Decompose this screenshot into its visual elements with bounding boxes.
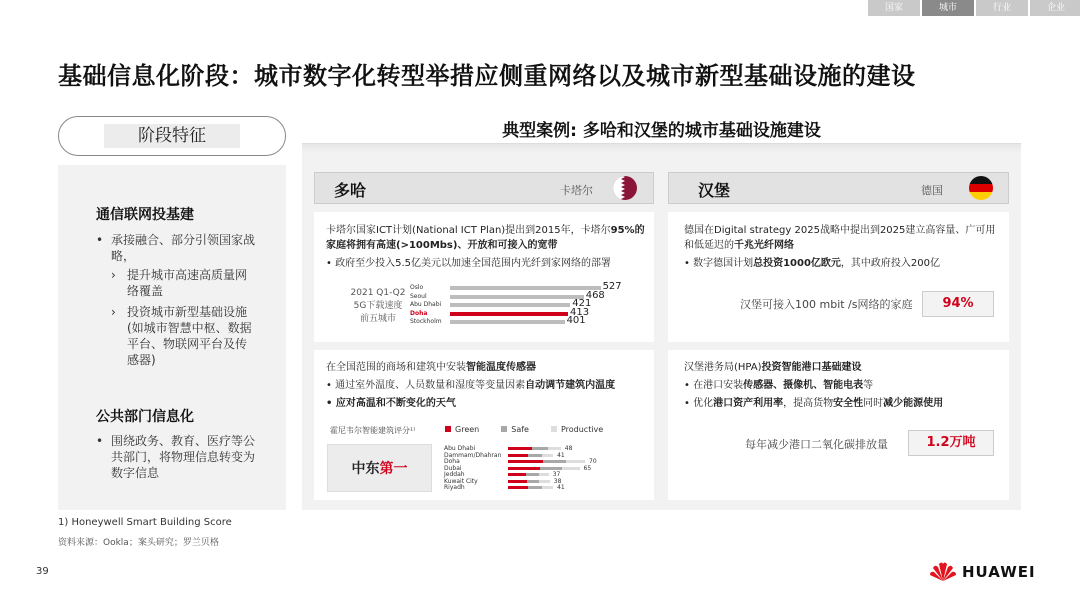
score-city-label: Riyadh (444, 484, 465, 491)
score-city-label: Jeddah (444, 471, 465, 478)
doha-p2-line1 (326, 360, 536, 375)
stage-pill-label: 阶段特征 (104, 124, 240, 148)
hamburg-b-c: ，其中政府投入200亿 (840, 258, 941, 269)
hamburg-p2-text: 汉堡港务局(HPA) (684, 362, 762, 373)
doha-p2-emph: 智能温度传感器 (466, 362, 536, 373)
score-bar-segment (508, 467, 540, 470)
bullet-arrow: › (111, 305, 116, 319)
score-bar-segment (508, 473, 526, 476)
speed-value: 413 (570, 306, 590, 318)
score-bar-segment (532, 447, 548, 450)
speed-chart (410, 281, 630, 334)
score-bar-segment (508, 480, 527, 483)
doha-p1-emph: 95%的 (610, 225, 645, 236)
score-city-label: Dammam/Dhahran (444, 451, 502, 459)
hamburg-p1-line2 (684, 238, 794, 253)
doha-p1-text: 卡塔尔国家ICT计划(National ICT Plan)提出到2015年，卡塔尔 (326, 225, 611, 236)
hamburg-p1-text: 和低延迟的 (684, 240, 734, 251)
speed-label-2: 5G下载速度 (353, 301, 403, 311)
speed-value: 421 (572, 298, 592, 309)
score-bar-segment (566, 460, 585, 463)
score-bar-segment (528, 454, 542, 457)
source-note: 资料来源：Ookla；案头研究；罗兰贝格 (58, 538, 219, 548)
legend-productive (551, 425, 603, 434)
speed-bar (450, 303, 570, 307)
hamburg-country: 德国 (921, 184, 943, 197)
co2-label: 每年减少港口二氧化碳排放量 (745, 438, 888, 451)
score-city-label: Doha (444, 458, 460, 465)
score-value: 37 (552, 471, 561, 478)
hp-b1-a: 在港口安装 (693, 380, 744, 391)
section-title-public: 公共部门信息化 (96, 409, 194, 425)
section-title-network: 通信联网投基建 (96, 207, 194, 223)
hp-b2-a: 优化 (693, 398, 714, 409)
hamburg-p1-emph: 千兆光纤网络 (734, 240, 794, 251)
hp-b2-e: 同时 (863, 398, 884, 409)
tab-country[interactable]: 国家 (868, 0, 920, 16)
doha-p2-b1-emph: 自动调节建筑内温度 (525, 380, 616, 391)
middle-east-rank (327, 444, 432, 492)
speed-value: 468 (585, 289, 605, 301)
doha-country: 卡塔尔 (560, 184, 593, 197)
doha-p2-text: 在全国范围的商场和建筑中安装 (326, 362, 466, 373)
doha-p2-b2-text: 应对高温和不断变化的天气 (335, 398, 456, 409)
hamburg-b-b: 总投资1000亿欧元 (753, 258, 841, 269)
hp-b2-d: 安全性 (833, 398, 864, 409)
footnote: 1) Honeywell Smart Building Score (58, 517, 232, 528)
score-bar-segment (528, 486, 542, 489)
speed-value: 527 (602, 281, 622, 292)
speed-bar (450, 286, 601, 290)
score-value: 48 (564, 445, 573, 452)
bullet-dot: • (96, 434, 104, 448)
score-bar-segment (539, 473, 549, 476)
hamburg-name: 汉堡 (698, 181, 731, 200)
score-value: 65 (583, 464, 592, 472)
section2-bullet1: 围绕政务、教育、医疗等公共部门，将物理信息转变为数字信息 (111, 434, 256, 480)
score-bar-segment (527, 480, 540, 483)
score-value: 41 (557, 451, 565, 459)
speed-city-label: Stockholm (410, 318, 442, 325)
speed-label-3: 前五城市 (359, 314, 396, 324)
hamburg-p2-bullet2: • 优化港口资产利用率，提高货物安全性同时减少能源使用 (684, 398, 944, 409)
rank-emph: 第一 (379, 461, 408, 477)
hp-b2-c: ，提高货物 (783, 398, 834, 409)
score-city-label: Dubai (444, 464, 462, 472)
hamburg-p1-bullet: • 数字德国计划总投资1000亿欧元，其中政府投入200亿 (684, 258, 941, 269)
bullet-arrow: › (111, 268, 116, 282)
score-bar-segment (540, 467, 561, 470)
hp-b1-b: 传感器、摄像机、智能电表 (743, 380, 864, 391)
hamburg-p2-line1 (684, 360, 862, 375)
section1-sub2: 投资城市新型基础设施(如城市智慧中枢、数据平台、物联网平台及传感器) (127, 305, 252, 367)
access-value: 94% (922, 291, 994, 317)
score-label: 霍尼韦尔智能建筑评分¹⁾ (330, 426, 416, 435)
bullet-dot: • (96, 233, 104, 247)
doha-p1-line1 (326, 223, 645, 238)
score-city-label: Kuwait City (444, 477, 478, 485)
speed-chart-label (348, 287, 408, 326)
doha-p1-bullet: • 政府至少投入5.5亿美元以加速全国范围内光纤到家网络的部署 (326, 258, 611, 269)
doha-p2-bullet1: • 通过室外温度、人员数量和湿度等变量因素自动调节建筑内温度 (326, 380, 616, 391)
doha-p2-b1-text: 通过室外温度、人员数量和湿度等变量因素 (335, 380, 526, 391)
germany-flag-icon (968, 175, 994, 201)
speed-label-1: 2021 Q1-Q2 (350, 288, 406, 298)
huawei-logo-icon (928, 558, 958, 584)
speed-city-label: Oslo (410, 284, 424, 291)
doha-name: 多哈 (334, 181, 367, 200)
doha-p1-line2: 家庭将拥有高速(>100Mbs)、开放和可接入的宽带 (326, 240, 558, 251)
tab-city[interactable]: 城市 (922, 0, 974, 16)
tab-industry[interactable]: 行业 (976, 0, 1028, 16)
hamburg-p2-bullet1: • 在港口安装传感器、摄像机、智能电表等 (684, 380, 874, 391)
doha-p2-bullet2: • 应对高温和不断变化的天气 (326, 398, 456, 409)
score-bar-segment (508, 447, 532, 450)
speed-bar (450, 320, 565, 324)
hp-b1-c: 等 (863, 380, 874, 391)
brand-name: HUAWEI (962, 563, 1036, 581)
score-value: 38 (553, 477, 562, 485)
score-bar-segment (526, 473, 538, 476)
hp-b2-f: 减少能源使用 (883, 398, 944, 409)
speed-city-label: Abu Dhabi (410, 301, 442, 308)
page-title: 基础信息化阶段：城市数字化转型举措应侧重网络以及城市新型基础设施的建设 (58, 62, 916, 90)
speed-bar (450, 312, 568, 316)
hamburg-b-a: 数字德国计划 (693, 258, 754, 269)
score-value: 70 (589, 458, 597, 465)
access-label: 汉堡可接入100 mbit /s网络的家庭 (740, 298, 913, 311)
legend-safe (501, 425, 529, 434)
score-city-label: Abu Dhabi (444, 445, 476, 452)
qatar-flag-icon (612, 175, 638, 201)
doha-p1-bullet-text: 政府至少投入5.5亿美元以加速全国范围内光纤到家网络的部署 (335, 258, 611, 269)
case-title: 典型案例: 多哈和汉堡的城市基础设施建设 (502, 121, 821, 141)
speed-bar (450, 295, 584, 299)
score-bar-segment (508, 486, 528, 489)
legend-green-label: Green (455, 425, 480, 434)
legend-green (445, 425, 479, 434)
hp-b2-b: 港口资产利用率 (713, 398, 784, 409)
score-bar-segment (539, 480, 549, 483)
score-bar-segment (543, 460, 566, 463)
co2-value: 1.2万吨 (908, 430, 994, 456)
score-bar-segment (508, 460, 543, 463)
hamburg-p2-emph: 投资智能港口基础建设 (761, 362, 862, 373)
section1-sub1: 提升城市高速高质量网络覆盖 (127, 268, 248, 298)
score-bar-segment (542, 454, 553, 457)
rank-prefix: 中东 (351, 461, 380, 477)
score-bar-segment (548, 447, 561, 450)
legend-productive-label: Productive (560, 425, 604, 434)
score-value: 41 (557, 484, 565, 491)
section1-bullet1: 承接融合、部分引领国家战略， (111, 233, 256, 263)
score-bar-segment (508, 454, 528, 457)
score-bar-segment (542, 486, 553, 489)
tab-enterprise[interactable]: 企业 (1030, 0, 1080, 16)
score-legend (445, 425, 603, 434)
speed-value: 401 (566, 315, 586, 326)
speed-city-label: Doha (410, 309, 428, 317)
page-number: 39 (36, 566, 49, 577)
score-chart (440, 446, 640, 496)
score-bar-segment (562, 467, 580, 470)
top-nav-tabs (868, 0, 1080, 16)
hamburg-p1-line1: 德国在Digital strategy 2025战略中提出到2025建立高容量、广可用 (684, 225, 996, 236)
legend-safe-label: Safe (511, 425, 529, 434)
speed-city-label: Seoul (410, 292, 427, 300)
